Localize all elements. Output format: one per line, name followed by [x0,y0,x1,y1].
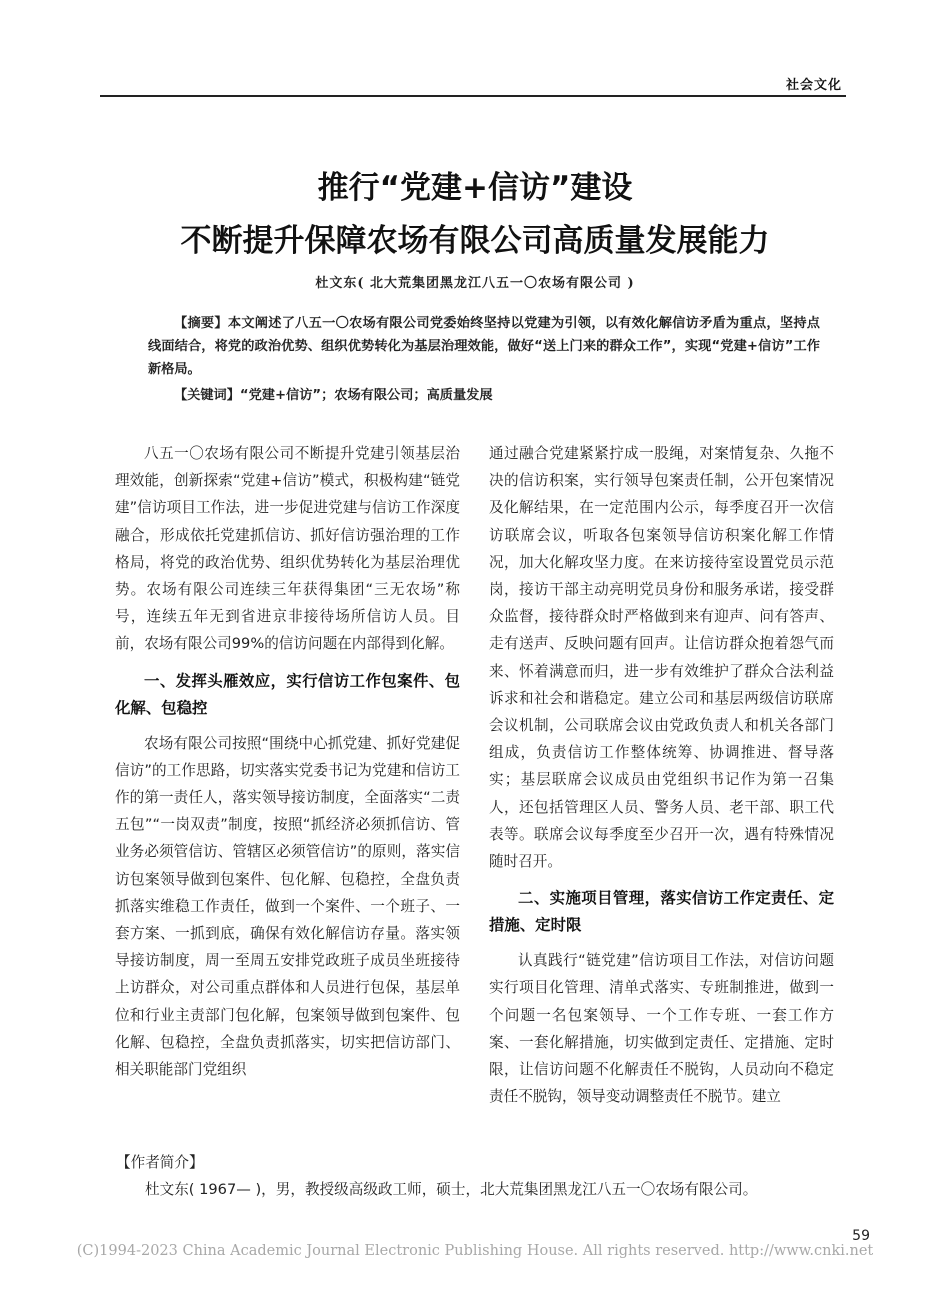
copyright-watermark: (C)1994-2023 China Academic Journal Electronic Publishing House. All rights reserved. http://www.cnki.net [76,1243,874,1259]
keywords: 【关键词】“党建+信访”；农场有限公司；高质量发展 [174,388,493,403]
author-bio-heading: 【作者简介】 [116,1154,204,1171]
author-bio-text: 杜文东( 1967— )，男，教授级高级政工师，硕士，北大荒集团黑龙江八五一〇农场有限公司。 [145,1181,758,1198]
intro-paragraph: 八五一〇农场有限公司不断提升党建引领基层治理效能，创新探索“党建+信访”模式，积极构建“链党建”信访项目工作法，进一步促进党建与信访工作深度融合，形成依托党建抓信访、抓好信访强治理的工作格局，将党的政治优势、组织优势转化为基层治理优势。农场有限公司连续三年获得集团“三无农场”称号，连续五年无到省进京非接待场所信访人员。目前，农场有限公司99%的信访问题在内部得到化解。 [115,445,460,653]
section-1-heading: 一、发挥头雁效应，实行信访工作包案件、包化解、包稳控 [115,671,460,717]
abstract: 【摘要】本文阐述了八五一〇农场有限公司党委始终坚持以党建为引领，以有效化解信访矛盾为重点，坚持点线面结合，将党的政治优势、组织优势转化为基层治理效能，做好“送上门来的群众工作”，实现“党建+信访”工作新格局。 [148,316,820,377]
section-1-continuation: 通过融合党建紧紧拧成一股绳，对案情复杂、久拖不决的信访积案，实行领导包案责任制，公开包案情况及化解结果，在一定范围内公示，每季度召开一次信访联席会议，听取各包案领导信访积案化解工作情况，加大化解攻坚力度。在来访接待室设置党员示范岗，接访干部主动亮明党员身份和服务承诺，接受群众监督，接待群众时严格做到来有迎声、问有答声、走有送声、反映问题有回声。让信访群众抱着怨气而来、怀着满意而归，进一步有效维护了群众合法利益诉求和社会和谐稳定。建立公司和基层两级信访联席会议机制，公司联席会议由党政负责人和机关各部门组成，负责信访工作整体统筹、协调推进、督导落实；基层联席会议成员由党组织书记作为第一召集人，还包括管理区人员、警务人员、老干部、职工代表等。联席会议每季度至少召开一次，遇有特殊情况随时召开。 [489,445,834,871]
left-column [115,440,460,1083]
header-rule [100,95,846,97]
section-1-paragraph: 农场有限公司按照“围绕中心抓党建、抓好党建促信访”的工作思路，切实落实党委书记为党建和信访工作的第一责任人，落实领导接访制度，全面落实“二责五包”“一岗双责”制度，按照“抓经济必须抓信访、管业务必须管信访、管辖区必须管信访”的原则，落实信访包案领导做到包案件、包化解、包稳控，全盘负责抓落实维稳工作责任，做到一个案件、一个班子、一套方案、一抓到底，确保有效化解信访存量。落实领导接访制度，周一至周五安排党政班子成员坐班接待上访群众，对公司重点群体和人员进行包保，基层单位和行业主责部门包化解，包案领导做到包案件、包化解、包稳控，全盘负责抓落实，切实把信访部门、相关职能部门党组织 [115,734,460,1079]
section-2-paragraph: 认真践行“链党建”信访项目工作法，对信访问题实行项目化管理、清单式落实、专班制推进，做到一个问题一名包案领导、一个工作专班、一套工作方案、一套化解措施，切实做到定责任、定措施、定时限，让信访问题不化解责任不脱钩，人员动向不稳定责任不脱钩，领导变动调整责任不脱节。建立 [489,952,834,1106]
page-number: 59 [852,1228,870,1244]
article-title-line-1: 推行“党建+信访”建设 [317,170,633,206]
section-tag: 社会文化 [785,78,842,93]
article-title-line-2: 不断提升保障农场有限公司高质量发展能力 [180,223,770,259]
right-column [489,440,834,1110]
section-2-heading: 二、实施项目管理，落实信访工作定责任、定措施、定时限 [489,889,834,935]
author-line: 杜文东( 北大荒集团黑龙江八五一〇农场有限公司 ) [315,276,635,291]
